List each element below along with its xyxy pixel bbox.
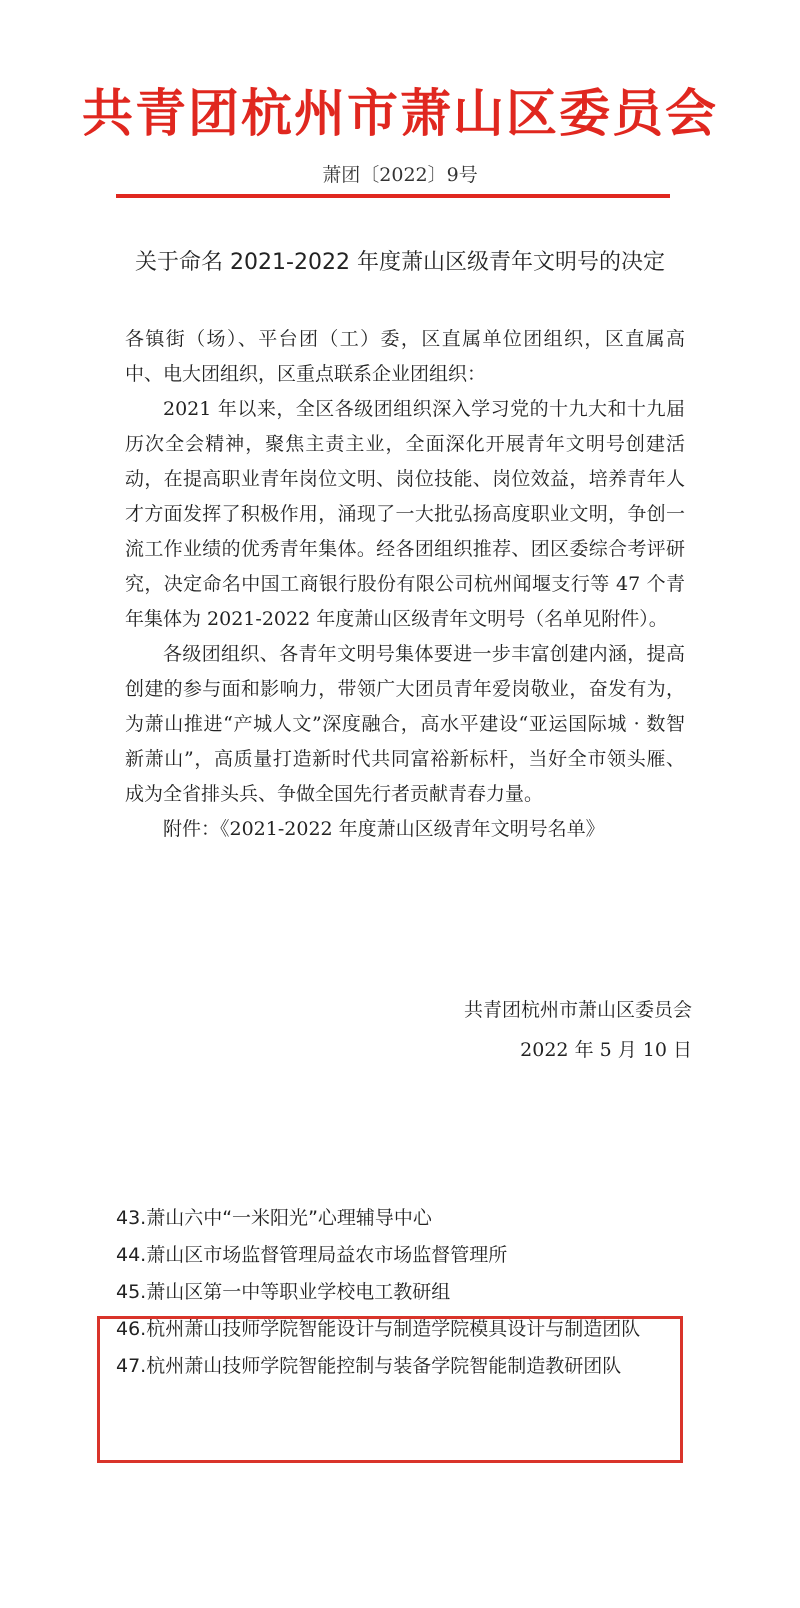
list-item-text: 萧山区第一中等职业学校电工教研组 — [146, 1281, 451, 1303]
list-item — [116, 1200, 691, 1237]
attachment-note: 附件：《2021-2022 年度萧山区级青年文明号名单》 — [163, 818, 605, 840]
list-item-number: 44. — [116, 1244, 147, 1266]
signature-block — [464, 990, 692, 1070]
paragraph-1: 2021 年以来，全区各级团组织深入学习党的十九大和十九届历次全会精神，聚焦主责主业，全面深化开展青年文明号创建活动，在提高职业青年岗位文明、岗位技能、岗位效益，培养青年人才方面发挥了积极作用，涌现了一大批弘扬高度职业文明，争创一流工作业绩的优秀青年集体。经各团组织推荐、团区委综合考评研究，决定命名中国工商银行股份有限公司杭州闻堰支行等 47 个青年集体为 2021-2022 年度萧山区级青年文明号（名单见附件）。 — [125, 398, 685, 630]
red-divider-line — [116, 194, 670, 198]
list-item-text: 萧山区市场监督管理局益农市场监督管理所 — [146, 1244, 508, 1266]
document-body — [125, 322, 685, 847]
list-item-number: 45. — [116, 1281, 147, 1303]
list-item-number: 46. — [116, 1318, 147, 1340]
list-item-text: 萧山六中“一米阳光”心理辅导中心 — [146, 1207, 432, 1229]
list-item-number: 43. — [116, 1207, 147, 1229]
org-header-title: 共青团杭州市萧山区委员会 — [81, 85, 718, 144]
list-item-text: 杭州萧山技师学院智能设计与制造学院模具设计与制造团队 — [146, 1318, 641, 1340]
paragraph-2: 各级团组织、各青年文明号集体要进一步丰富创建内涵，提高创建的参与面和影响力，带领广大团员青年爱岗敬业，奋发有为，为萧山推进“产城人文”深度融合，高水平建设“亚运国际城 · 数智新萧山”，高质量打造新时代共同富裕新标杆，当好全市领头雁、成为全省排头兵、争做全国先行者贡献青春力量。 — [125, 643, 685, 805]
signature-org: 共青团杭州市萧山区委员会 — [463, 999, 692, 1021]
list-item-number: 47. — [116, 1355, 147, 1377]
document-number: 萧团〔2022〕9号 — [322, 164, 478, 186]
decision-title: 关于命名 2021-2022 年度萧山区级青年文明号的决定 — [135, 250, 665, 275]
list-item — [116, 1237, 691, 1274]
list-item — [116, 1274, 691, 1311]
highlight-box — [97, 1316, 683, 1463]
list-item-text: 杭州萧山技师学院智能控制与装备学院智能制造教研团队 — [146, 1355, 622, 1377]
signature-date: 2022 年 5 月 10 日 — [520, 1039, 692, 1061]
salutation: 各镇街（场）、平台团（工）委，区直属单位团组织，区直属高中、电大团组织，区重点联系企业团组织： — [125, 328, 685, 385]
